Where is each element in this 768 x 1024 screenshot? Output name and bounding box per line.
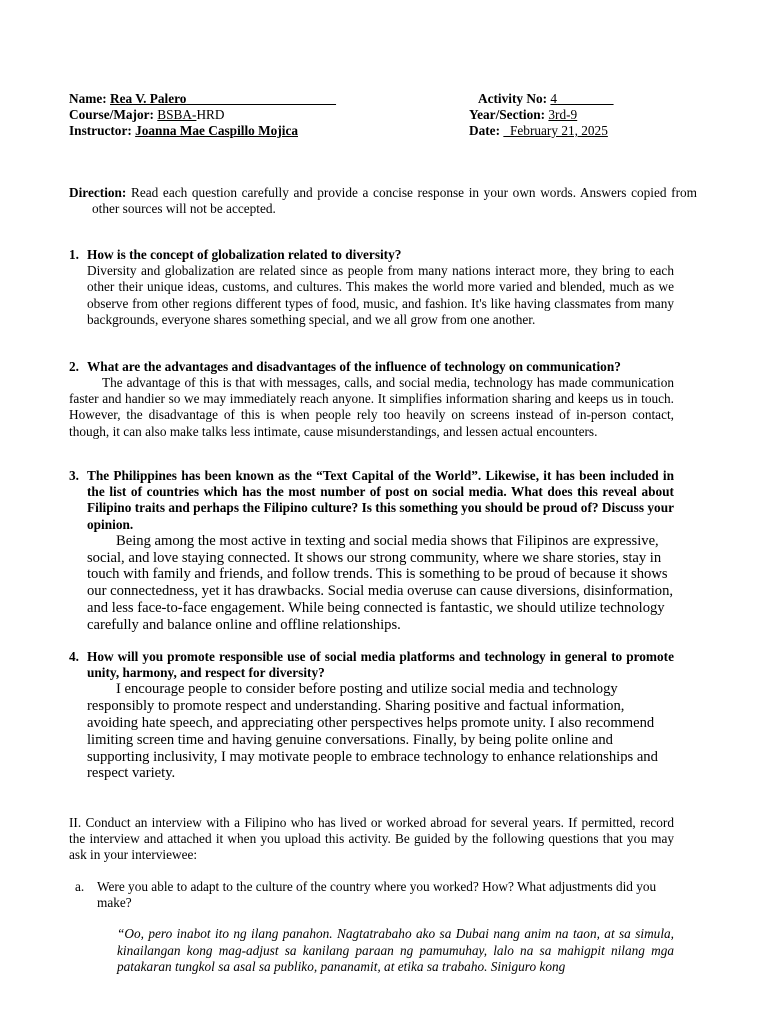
question-3-answer: Being among the most active in texting and social media shows that Filipinos are expressive, social, and love staying connected. It shows our strong community, where we share stories, stay in touch with family and friends, and follow trends. This is something to be proud of because it shows our connectedness, yet it has drawbacks. Social media overuse can cause diversions, disinformation, and less face-to-face engagement. While being connected is fantastic, we should utilize technology carefully and balance online and offline relationships. [87, 532, 674, 633]
question-1 [87, 247, 674, 328]
name-value: Rea V. Palero [110, 91, 187, 106]
name-blank [186, 91, 336, 106]
date-line [469, 123, 608, 139]
question-1-title: How is the concept of globalization related to diversity? [87, 247, 402, 262]
course-line [69, 107, 225, 123]
direction-label: Direction: [69, 185, 127, 200]
question-2-number: 2. [69, 359, 79, 374]
year-line [469, 107, 577, 123]
instructor-label: Instructor: [69, 123, 132, 138]
name-label: Name: [69, 91, 107, 106]
date-value: February 21, 2025 [503, 123, 608, 138]
question-2-title-block [87, 359, 674, 375]
name-line [69, 91, 336, 107]
year-value: 3rd-9 [548, 107, 578, 122]
question-4 [87, 649, 674, 782]
direction-paragraph [69, 185, 697, 217]
activity-label: Activity No: [478, 91, 548, 106]
question-3 [87, 468, 674, 634]
course-label: Course/Major: [69, 107, 154, 122]
question-4-number: 4. [69, 649, 79, 664]
question-1-answer: Diversity and globalization are related since as people from many nations interact more, they bring to each other their unique ideas, customs, and cultures. This makes the world more varied and blended, much as we observe from other regions different types of food, music, and fashion. It's like having classmates from many backgrounds, everyone shares something special, and we all grow from one another. [87, 263, 674, 327]
question-2-answer: The advantage of this is that with messages, calls, and social media, technology has made communication faster and handier so we may immediately reach anyone. It simplifies information sharing and keeps us in touch. However, the disadvantage of this is when people rely too heavily on screens instead of in-person contact, though, it can also make talks less intimate, cause misunderstandings, and lessen actual encounters. [69, 375, 674, 439]
year-label: Year/Section: [469, 107, 546, 122]
instructor-value: Joanna Mae Caspillo Mojica [135, 123, 298, 138]
direction-text: Read each question carefully and provide a concise response in your own words. Answers copied from other sources will not be accepted. [92, 185, 697, 217]
course-value-underlined: BSBA- [157, 107, 197, 122]
course-value-rest: HRD [196, 107, 225, 122]
activity-value: 4 [550, 91, 558, 106]
instructor-line [69, 123, 298, 139]
question-3-number: 3. [69, 468, 79, 483]
activity-blank [557, 91, 614, 106]
question-1-number: 1. [69, 247, 79, 262]
question-4-title: How will you promote responsible use of social media platforms and technology in general to promote unity, harmony, and respect for diversity? [87, 649, 674, 681]
question-4-answer: I encourage people to consider before posting and utilize social media and technology responsibly to promote respect and understanding. Sharing positive and factual information, avoiding hate speech, and appreciating other perspectives helps promote unity. I also recommend limiting screen time and having genuine conversations. Finally, by being polite online and supporting inclusivity, I may motivate people to embrace technology to enhance relationships and respect variety. [87, 681, 658, 782]
item-a-question: Were you able to adapt to the culture of the country where you worked? How? What adjustments did you make? [97, 879, 657, 911]
activity-line [478, 91, 614, 107]
item-a-label: a. [75, 879, 85, 894]
question-2-title: What are the advantages and disadvantages of the influence of technology on communication? [87, 359, 621, 374]
date-label: Date: [469, 123, 501, 138]
part-2-intro: II. Conduct an interview with a Filipino who has lived or worked abroad for several years. If permitted, record the interview and attached it when you upload this activity. Be guided by the following questions that you may ask in your interviewee: [69, 815, 674, 863]
question-3-title: The Philippines has been known as the “Text Capital of the World”. Likewise, it has been included in the list of countries which has the most number of post on social media. What does this reveal about Filipino traits and perhaps the Filipino culture? Is this something you should be proud of? Discuss your opinion. [87, 468, 674, 532]
item-a-answer: “Oo, pero inabot ito ng ilang panahon. Nagtatrabaho ako sa Dubai nang anim na taon, at sa simula, kinailangan kong mag-adjust sa kanilang paraan ng pamumuhay, lalo na sa mahigpit nilang mga patakaran tungkol sa asal sa publiko, pananamit, at etika sa trabaho. Siniguro kong [117, 926, 674, 975]
